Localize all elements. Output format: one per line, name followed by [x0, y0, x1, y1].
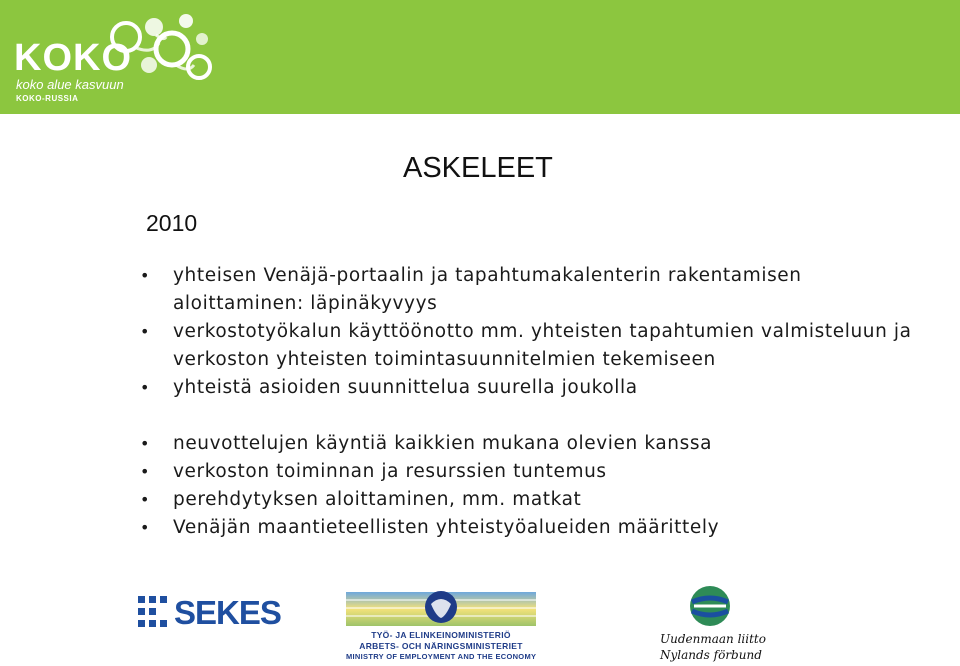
- list-item: • neuvottelujen käyntiä kaikkien mukana olevien kanssa: [140, 430, 930, 458]
- list-item: • yhteistä asioiden suunnittelua suurella joukolla: [140, 374, 930, 402]
- list-item: • verkoston toiminnan ja resurssien tuntemus: [140, 458, 930, 486]
- ministry-name-fi: TYÖ- JA ELINKEINOMINISTERIÖ: [371, 630, 511, 640]
- globe-icon: [660, 584, 760, 628]
- list-item: • perehdytyksen aloittaminen, mm. matkat: [140, 486, 930, 514]
- uusimaa-name-fi: Uudenmaan liitto: [660, 632, 766, 646]
- ministry-name-sv: ARBETS- OCH NÄRINGSMINISTERIET: [359, 641, 523, 651]
- header-bar: [0, 0, 960, 114]
- logo-subtitle: KOKO-RUSSIA: [16, 94, 79, 103]
- ministry-emblem-icon: [346, 588, 536, 628]
- uusimaa-name-sv: Nylands förbund: [660, 648, 762, 662]
- sekes-logo: [138, 592, 281, 634]
- logo-tagline: koko alue kasvuun: [16, 77, 124, 92]
- slide-title: ASKELEET: [403, 152, 553, 184]
- uusimaa-logo: [660, 584, 766, 664]
- sekes-wordmark: SEKES: [174, 594, 281, 631]
- list-item: • yhteisen Venäjä-portaalin ja tapahtumakalenterin rakentamisen aloittaminen: läpinäkyvyys: [140, 262, 930, 318]
- ministry-name-en: MINISTRY OF EMPLOYMENT AND THE ECONOMY: [346, 652, 537, 661]
- dots-grid-icon: [138, 594, 170, 634]
- list-item: • verkostotyökalun käyttöönotto mm. yhteisten tapahtumien valmisteluun ja verkoston yhteisten toimintasuunnitelmien tekemiseen: [140, 318, 930, 374]
- bullet-list: [140, 262, 930, 542]
- slide-year: 2010: [146, 210, 198, 236]
- list-item: • Venäjän maantieteellisten yhteistyöalueiden määrittely: [140, 514, 930, 542]
- koko-logo: [4, 3, 228, 111]
- logo-wordmark: KOKO: [14, 37, 132, 79]
- ministry-logo: [346, 588, 536, 664]
